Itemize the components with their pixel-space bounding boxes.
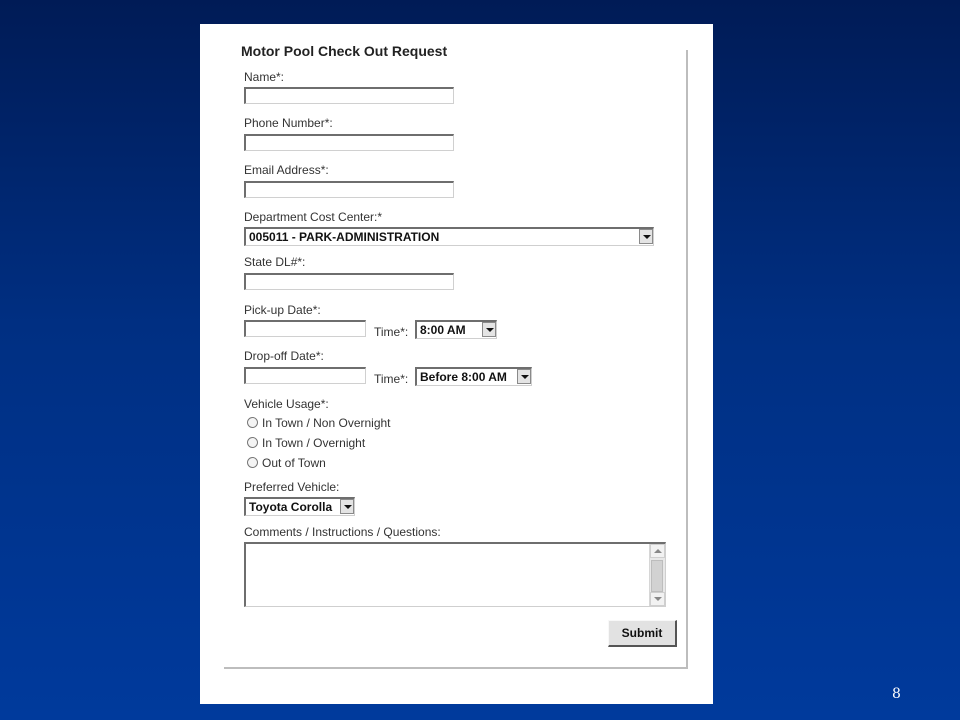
panel-border-bottom: [224, 667, 688, 669]
arrow-up-icon[interactable]: [650, 544, 665, 558]
chevron-down-icon[interactable]: [517, 369, 531, 384]
phone-label: Phone Number*:: [244, 116, 333, 130]
dl-input[interactable]: [244, 273, 454, 290]
dept-label: Department Cost Center:*: [244, 210, 383, 224]
dept-select-value: 005011 - PARK-ADMINISTRATION: [249, 230, 440, 244]
dept-select[interactable]: [244, 227, 654, 246]
comments-textarea[interactable]: [244, 542, 666, 607]
name-label: Name*:: [244, 70, 285, 84]
usage-option-label: In Town / Non Overnight: [262, 416, 391, 430]
form-title: Motor Pool Check Out Request: [241, 43, 448, 59]
dropoff-date-input[interactable]: [244, 367, 366, 384]
pickup-date-label: Pick-up Date*:: [244, 303, 321, 317]
panel-border-right: [686, 50, 688, 668]
phone-input[interactable]: [244, 134, 454, 151]
dropoff-time-select[interactable]: [415, 367, 532, 386]
chevron-down-icon[interactable]: [482, 322, 496, 337]
pickup-time-label: Time*:: [374, 325, 409, 339]
comments-label: Comments / Instructions / Questions:: [244, 525, 441, 539]
vehicle-select[interactable]: [244, 497, 355, 516]
radio-button[interactable]: [247, 417, 258, 428]
radio-button[interactable]: [247, 457, 258, 468]
usage-option-label: In Town / Overnight: [262, 436, 366, 450]
chevron-down-icon[interactable]: [639, 229, 653, 244]
vehicle-select-value: Toyota Corolla: [249, 500, 333, 514]
usage-option-in-town-overnight[interactable]: [247, 436, 365, 450]
chevron-down-icon[interactable]: [340, 499, 354, 514]
slide-number: 8: [892, 686, 901, 702]
pickup-date-input[interactable]: [244, 320, 366, 337]
usage-label: Vehicle Usage*:: [244, 397, 329, 411]
name-input[interactable]: [244, 87, 454, 104]
dropoff-date-label: Drop-off Date*:: [244, 349, 324, 363]
usage-option-label: Out of Town: [262, 456, 326, 470]
dropoff-time-label: Time*:: [374, 372, 409, 386]
email-input[interactable]: [244, 181, 454, 198]
textarea-scrollbar[interactable]: [649, 544, 665, 606]
scroll-thumb[interactable]: [651, 560, 663, 592]
arrow-down-icon[interactable]: [650, 592, 665, 606]
usage-option-out-of-town[interactable]: [247, 456, 326, 470]
radio-button[interactable]: [247, 437, 258, 448]
email-label: Email Address*:: [244, 163, 329, 177]
dl-label: State DL#*:: [244, 255, 306, 269]
submit-button[interactable]: Submit: [608, 620, 677, 647]
pickup-time-select[interactable]: [415, 320, 497, 339]
dropoff-time-value: Before 8:00 AM: [420, 370, 507, 384]
vehicle-label: Preferred Vehicle:: [244, 480, 340, 494]
pickup-time-value: 8:00 AM: [420, 323, 466, 337]
usage-option-in-town-non-overnight[interactable]: [247, 416, 391, 430]
